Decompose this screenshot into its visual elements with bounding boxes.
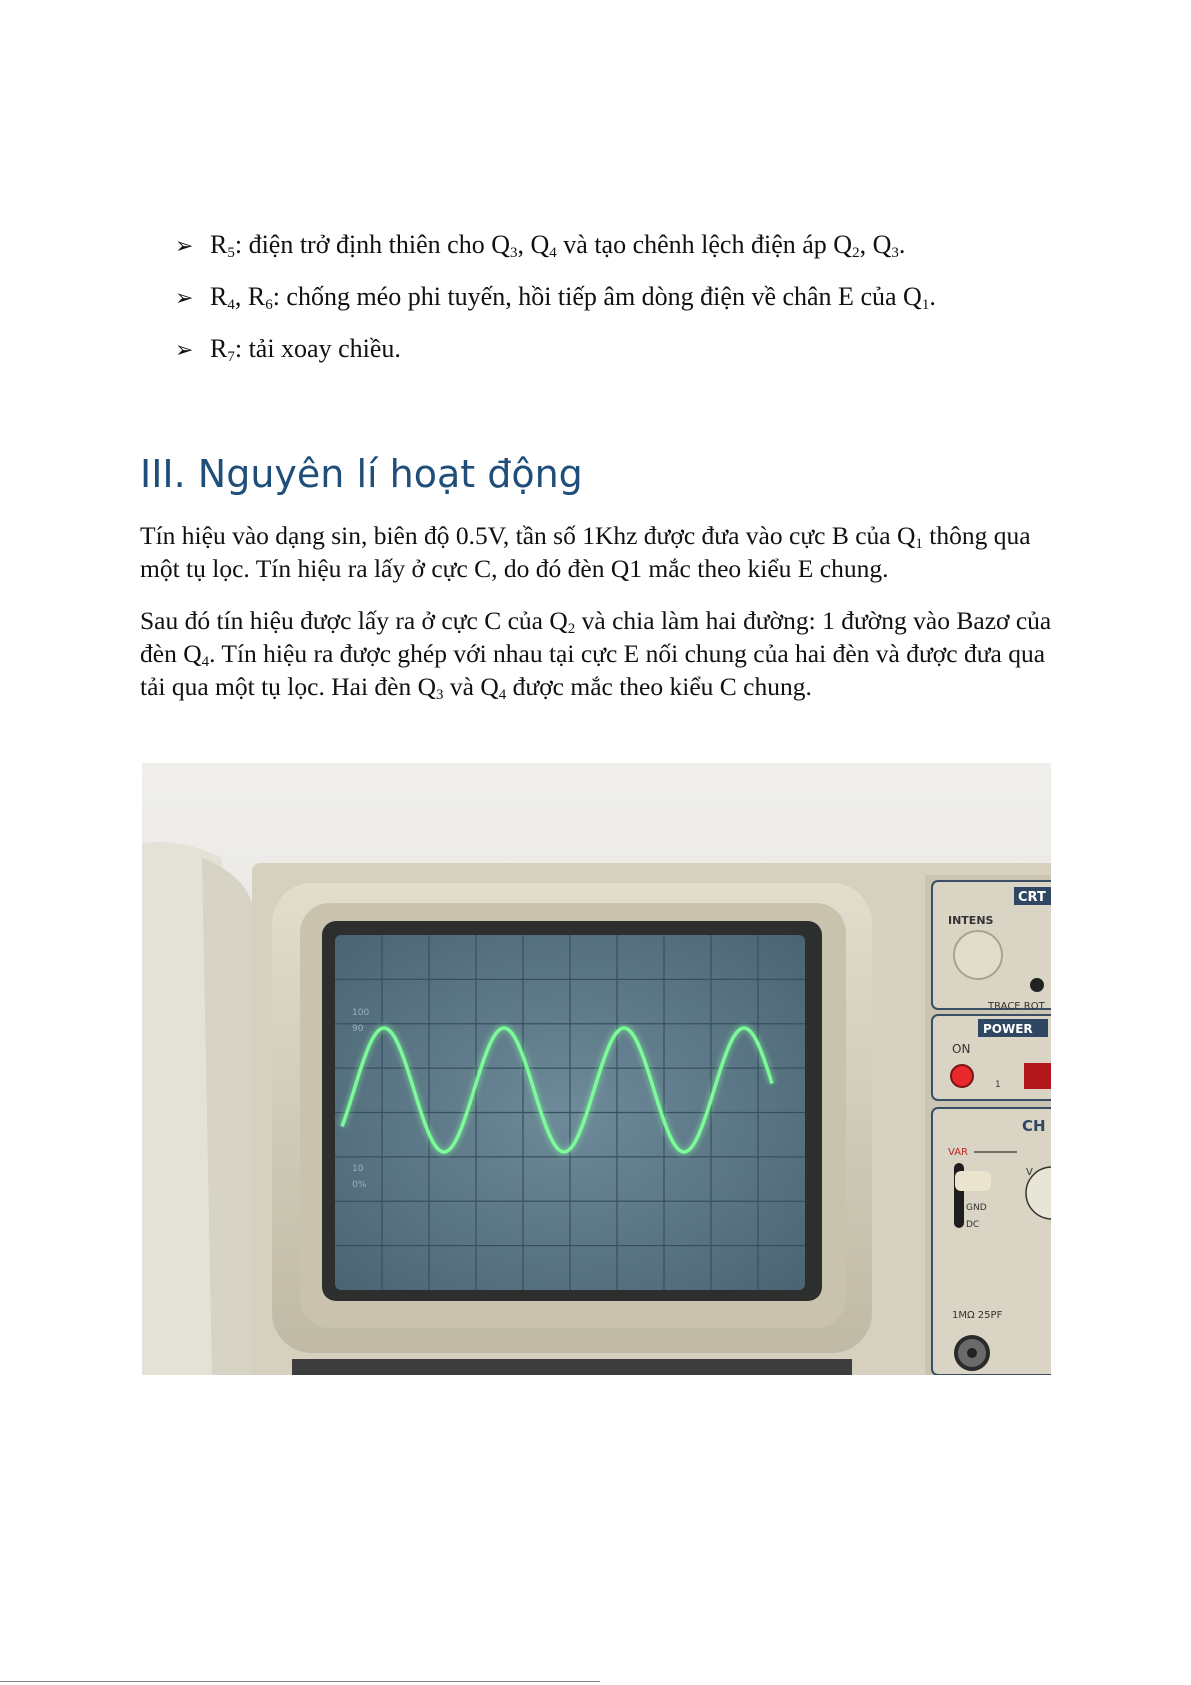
- graticule-label-0: 0%: [352, 1180, 367, 1190]
- volts-label: V: [1026, 1167, 1033, 1178]
- subscript: 3: [436, 687, 444, 703]
- subscript: 4: [227, 297, 235, 313]
- text-run: , Q: [859, 230, 892, 259]
- subscript: 5: [227, 245, 235, 261]
- bullet-text: [210, 280, 936, 314]
- channel-label: CH: [1022, 1117, 1046, 1135]
- text-run: và Q: [443, 672, 499, 701]
- paragraph: [140, 604, 1055, 703]
- var-label: VAR: [948, 1147, 968, 1158]
- subscript: 4: [498, 687, 507, 703]
- bullet-item: [175, 228, 1095, 264]
- text-run: : tải xoay chiều.: [234, 334, 401, 363]
- subscript: 1: [915, 536, 923, 552]
- intensity-knob-icon[interactable]: [954, 931, 1002, 979]
- subscript: 4: [201, 654, 210, 670]
- subscript: 1: [921, 297, 930, 313]
- arrow-bullet-icon: ➢: [175, 286, 194, 311]
- power-switch[interactable]: [1024, 1063, 1051, 1089]
- graticule-label-10: 10: [352, 1164, 364, 1174]
- text-run: và tạo chênh lệch điện áp Q: [556, 230, 853, 259]
- coupling-switch[interactable]: [955, 1171, 991, 1191]
- text-run: R: [210, 282, 228, 311]
- section-heading: III. Nguyên lí hoạt động: [140, 452, 583, 496]
- power-label: POWER: [983, 1022, 1033, 1036]
- subscript: 2: [852, 245, 860, 261]
- text-run: .: [929, 282, 936, 311]
- on-label: ON: [952, 1042, 971, 1056]
- footer-line: [0, 1681, 600, 1682]
- subscript: 6: [265, 297, 273, 313]
- text-run: , R: [234, 282, 266, 311]
- text-run: . Tín hiệu ra được ghép với nhau tại cực E nối chung của hai đèn và được đưa qua tải qua một tụ lọc. Hai đèn Q: [140, 639, 1046, 701]
- subscript: 3: [510, 245, 518, 261]
- arrow-bullet-icon: ➢: [175, 234, 194, 259]
- subscript: 2: [567, 621, 576, 637]
- arrow-bullet-icon: ➢: [175, 338, 194, 363]
- text-run: và chia làm hai đường: 1 đường vào Bazơ của đèn Q: [140, 606, 1052, 668]
- trace-rot-screw-icon[interactable]: [1030, 978, 1044, 992]
- power-indicator-icon: [951, 1065, 973, 1087]
- paragraph: [140, 519, 1055, 585]
- bullet-item: [175, 332, 1095, 368]
- graticule-label-90: 90: [352, 1024, 364, 1034]
- graticule-label-100: 100: [352, 1008, 370, 1018]
- text-run: : chống méo phi tuyến, hồi tiếp âm dòng điện về chân E của Q: [272, 282, 922, 311]
- input-impedance-label: 1MΩ 25PF: [952, 1310, 1003, 1321]
- text-run: Tín hiệu vào dạng sin, biên độ 0.5V, tần số 1Khz được đưa vào cực B của Q: [140, 521, 916, 550]
- gnd-label: GND: [966, 1203, 987, 1213]
- subscript: 7: [227, 349, 235, 365]
- power-switch-label: 1: [995, 1080, 1001, 1090]
- text-run: R: [210, 334, 228, 363]
- text-run: , Q: [517, 230, 550, 259]
- text-run: .: [898, 230, 906, 259]
- text-run: : điện trở định thiên cho Q: [234, 230, 510, 259]
- text-run: được mắc theo kiểu C chung.: [506, 672, 812, 701]
- bullet-list: [175, 228, 1095, 384]
- text-run: thông qua một tụ lọc. Tín hiệu ra lấy ở cực C, do đó đèn Q1 mắc theo kiểu E chung.: [140, 521, 1031, 583]
- crt-label: CRT: [1018, 890, 1046, 905]
- bullet-text: [210, 332, 401, 366]
- text-run: Sau đó tín hiệu được lấy ra ở cực C của Q: [140, 606, 568, 635]
- intensity-label: INTENS: [948, 914, 994, 927]
- dc-label: DC: [966, 1220, 980, 1230]
- bullet-text: [210, 228, 905, 262]
- text-run: R: [210, 230, 228, 259]
- oscilloscope-photo: [142, 763, 1051, 1375]
- trace-rot-label: TRACE ROT: [988, 1001, 1045, 1012]
- bullet-item: [175, 280, 1095, 316]
- subscript: 4: [549, 245, 557, 261]
- subscript: 3: [891, 245, 899, 261]
